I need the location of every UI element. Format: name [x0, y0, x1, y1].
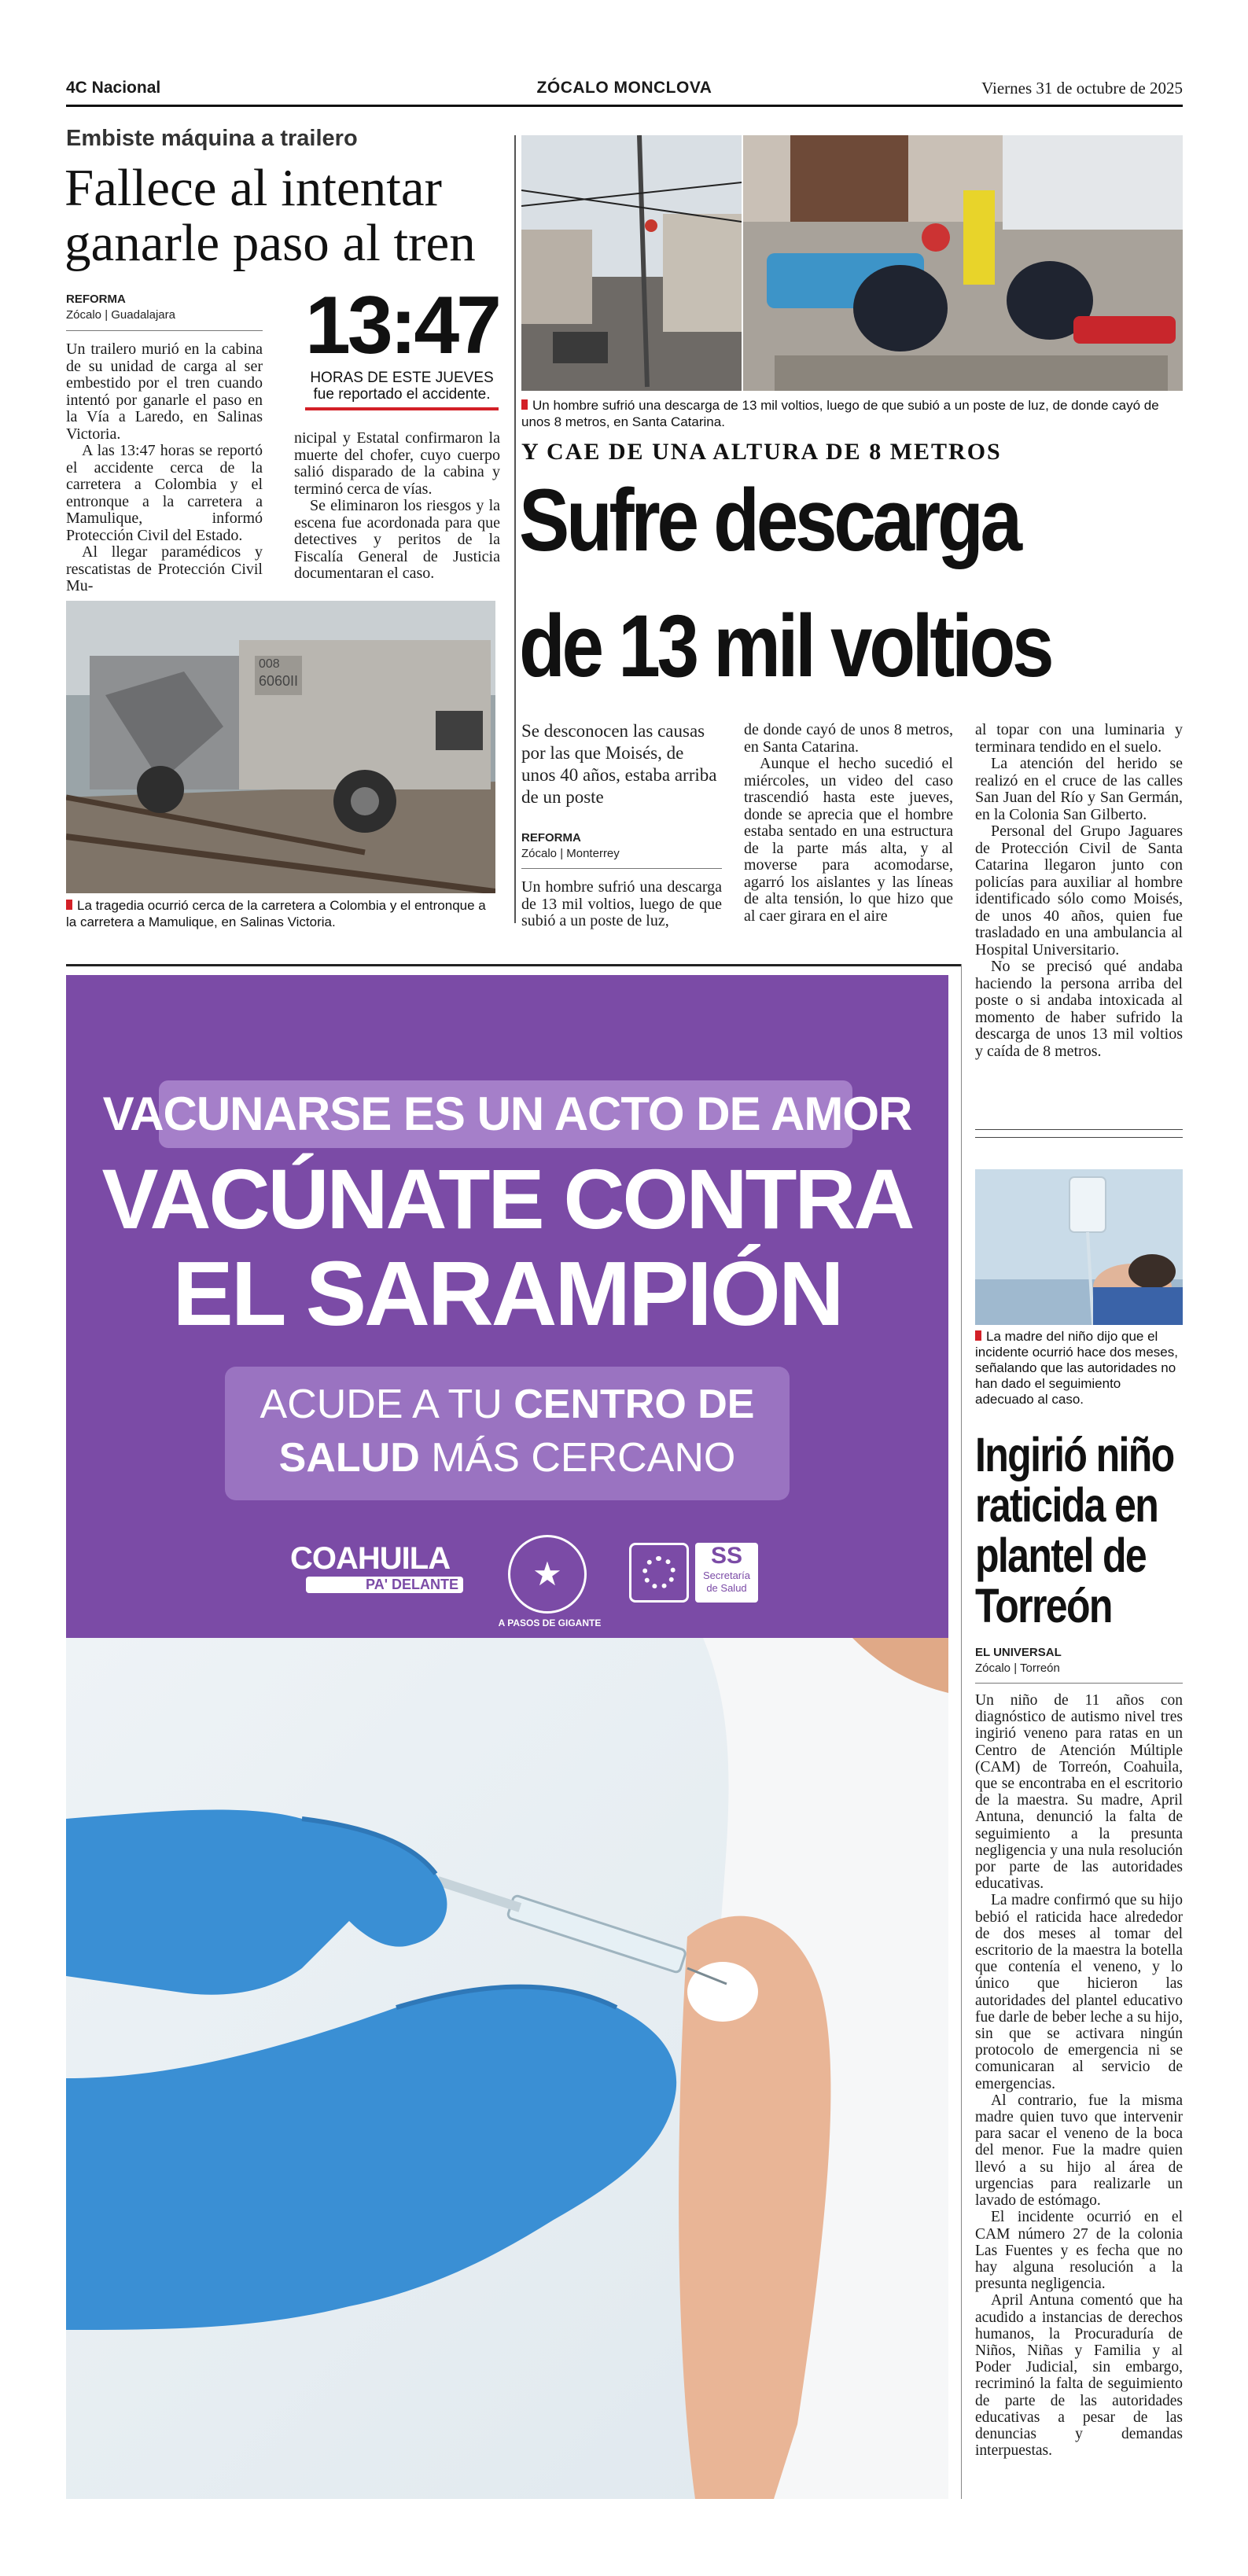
ad-cta-line1-b: CENTRO DE	[514, 1382, 755, 1427]
shock-body-col3	[975, 722, 1183, 1060]
svg-text:6060II: 6060II	[259, 673, 299, 689]
time-caption-line1: HORAS DE ESTE JUEVES	[310, 370, 494, 386]
train-headline	[64, 160, 521, 270]
shock-deck: Se desconocen las causas por las que Moisés, de unos 40 años, estaba arriba de un poste	[521, 721, 717, 807]
time-callout	[305, 280, 499, 403]
paramedics-photo	[743, 135, 1183, 391]
salud-box	[695, 1543, 758, 1603]
shock-photo-caption-text: Un hombre sufrió una descarga de 13 mil voltios, luego de que subió a un poste de luz, de donde cayó de unos 8 metros, en Santa Catarina.	[521, 398, 1159, 429]
train-byline-place: Zócalo | Guadalajara	[66, 308, 175, 322]
train-kicker: Embiste máquina a trailero	[66, 126, 358, 151]
shock-byline-rule	[521, 868, 722, 869]
issue-date: Viernes 31 de octubre de 2025	[981, 79, 1183, 98]
poison-paragraph: Al contrario, fue la misma madre quien tuvo que intervenir para sacar el veneno de la boca del menor. Fue la madre quien llevó a su hijo al área de urgencias para realizarle un lavado de estómago.	[975, 2092, 1183, 2210]
train-paragraph: Al llegar paramédicos y rescatistas de Protección Civil Mu-	[66, 543, 263, 594]
train-paragraph: A las 13:47 horas se reportó el accidente cerca de la carretera a Colombia y el entronque a la carretera a Mamulique, informó Protección Civil del Estado.	[66, 442, 263, 544]
shock-paragraph: Aunque el hecho sucedió el miércoles, un video del caso trascendió hasta este jueves, donde se aprecia que el hombre estaba sentado en una estructura de la parte más alta, y al moverse para acomodarse, agarró los aislantes y las líneas de alta tensión, lo que hizo que al caer girara en el aire	[744, 755, 953, 925]
coahuila-logo-sub: PA' DELANTE	[306, 1577, 463, 1593]
vaccine-ad-banner	[66, 975, 948, 1638]
shock-body-col1	[521, 879, 722, 930]
shock-paragraph: de donde cayó de unos 8 metros, en Santa Catarina.	[744, 721, 953, 756]
poison-headline-line: raticida en	[975, 1478, 1158, 1532]
train-byline-rule	[66, 330, 263, 331]
poison-headline-line: Ingirió niño	[975, 1428, 1174, 1481]
gigante-logo-text: A PASOS DE GIGANTE	[498, 1617, 602, 1628]
poison-paragraph: La madre confirmó que su hijo bebió el raticida hace alrededor de dos meses al tomar del escritorio de la maestra la botella que contenía el veneno, y lo único que hicieron las autoridades del plantel educativo fue darle de beber leche a su hijo, sin que se activara ningún protocolo de emergencia ni se comunicaran al servicio de emergencias.	[975, 1892, 1183, 2092]
ad-tagline: VACUNARSE ES UN ACTO DE AMOR	[102, 1087, 912, 1140]
ad-headline-line2: EL SARAMPIÓN	[172, 1242, 842, 1345]
shock-byline	[521, 830, 722, 862]
poison-headline	[975, 1430, 1183, 1631]
right-divider	[975, 1129, 1183, 1130]
column-rule-bottom	[961, 964, 962, 2499]
time-callout-rule	[305, 407, 499, 410]
shock-byline-source: REFORMA	[521, 831, 581, 845]
poison-byline	[975, 1645, 1183, 1676]
shock-paragraph: La atención del herido se realizó en el cruce de las calles San Juan del Río y San Germán, en la Colonia San Gilberto.	[975, 755, 1183, 823]
utility-pole-photo	[521, 135, 742, 391]
poison-photo-caption-text: La madre del niño dijo que el incidente ocurrió hace dos meses, señalando que las autoridades no han dado el seguimiento adecuado al caso.	[975, 1329, 1178, 1407]
shock-paragraph: Un hombre sufrió una descarga de 13 mil voltios, luego de que subió a un poste de luz,	[521, 878, 722, 929]
gigante-star-icon: ★	[532, 1555, 562, 1592]
time-value: 13:47	[305, 280, 499, 371]
coahuila-logo	[290, 1541, 479, 1604]
train-byline	[66, 292, 263, 323]
shock-headline-line2: de 13 mil voltios	[519, 597, 1051, 695]
svg-text:008: 008	[259, 657, 280, 671]
iv-drip-photo	[975, 1169, 1183, 1325]
poison-paragraph: April Antuna comentó que ha acudido a instancias de derechos humanos, la Procuraduría de Niños, Niñas y Familia y al Poder Judicial, sin embargo, recriminó la falta de seguimiento de parte de las autoridades educativas a pesar de las denuncias y demandas interpuestas.	[975, 2292, 1183, 2460]
ad-cta-line1-a: ACUDE A TU	[260, 1382, 514, 1427]
salud-line2: de Salud	[706, 1582, 747, 1594]
coahuila-logo-main: COAHUILA	[290, 1541, 451, 1576]
shock-byline-place: Zócalo | Monterrey	[521, 847, 620, 860]
ad-cta-line2-a: SALUD	[278, 1435, 420, 1481]
salud-pattern-icon	[629, 1543, 689, 1603]
train-body-col2	[294, 430, 500, 583]
train-paragraph: Se eliminaron los riesgos y la escena fue acordonada para que detectives y peritos de la Fiscalía General de Justicia documentaran el caso.	[294, 497, 500, 582]
train-photo-caption-text: La tragedia ocurrió cerca de la carretera a Colombia y el entronque a la carretera a Mamulique, en Salinas Victoria.	[66, 898, 486, 929]
salud-line1: Secretaría	[703, 1570, 750, 1581]
shock-kicker: Y CAE DE UNA ALTURA DE 8 METROS	[521, 439, 1002, 465]
poison-paragraph: Un niño de 11 años con diagnóstico de autismo nivel tres ingirió veneno para ratas en un Centro de Atención Múltiple (CAM) de Torreón, Coahuila, que se encontraba en el escritorio de la maestra. Su madre, April Antuna, denunció la falta de seguimiento a la presunta negligencia y una nula resolución por parte de las autoridades educativas.	[975, 1692, 1183, 1893]
poison-byline-place: Zócalo | Torreón	[975, 1662, 1060, 1675]
train-body-col1	[66, 341, 263, 595]
train-crash-photo	[66, 601, 495, 893]
right-divider	[975, 1137, 1183, 1138]
ad-headline-line1: VACÚNATE CONTRA	[101, 1151, 913, 1246]
poison-paragraph: El incidente ocurrió en el CAM número 27 de la colonia Las Fuentes y es fecha que no hay alguna resolución a la presunta negligencia.	[975, 2209, 1183, 2293]
time-caption-line2: fue reportado el accidente.	[313, 386, 491, 403]
ad-cta-line2	[66, 1434, 948, 1481]
shock-paragraph: No se precisó qué andaba haciendo la persona arriba del poste o si andaba intoxicada al momento de haber sufrido la descarga de unos 13 mil voltios y caída de 8 metros.	[975, 958, 1183, 1060]
poison-photo-caption	[975, 1329, 1183, 1408]
poison-byline-rule	[975, 1683, 1183, 1684]
salud-abbr: SS	[710, 1543, 743, 1569]
shock-paragraph: al topar con una luminaria y terminara tendido en el suelo.	[975, 721, 1183, 756]
newspaper-name: ZÓCALO MONCLOVA	[536, 79, 712, 97]
train-headline-line1: Fallece al intentar	[64, 159, 442, 217]
page-header	[66, 75, 1183, 107]
train-paragraph: nicipal y Estatal confirmaron la muerte del chofer, cuyo cuerpo salió disparado de la cabina y terminó cerca de vías.	[294, 429, 500, 498]
shock-photo-caption	[521, 397, 1183, 430]
section-label: 4C Nacional	[66, 79, 161, 97]
gigante-logo	[498, 1535, 602, 1628]
shock-paragraph: Personal del Grupo Jaguares de Protección Civil de Santa Catarina llegaron junto con policías para auxiliar al hombre identificado sólo como Moisés, de unos 40 años, quien fue trasladado en una ambulancia al Hospital Universitario.	[975, 822, 1183, 959]
poison-headline-line: plantel de	[975, 1529, 1147, 1582]
train-photo-caption	[66, 897, 497, 930]
shock-headline-line1: Sufre descarga	[519, 471, 1019, 569]
vaccination-photo	[66, 1638, 948, 2499]
shock-body-col2	[744, 722, 953, 925]
poison-headline-line: Torreón	[975, 1579, 1112, 1632]
train-byline-source: REFORMA	[66, 293, 126, 306]
caption-marker-icon	[975, 1330, 981, 1341]
ad-cta-line2-b: MÁS CERCANO	[419, 1435, 736, 1481]
ad-cta-line1	[66, 1381, 948, 1428]
secretaria-salud-logo	[629, 1543, 763, 1604]
train-paragraph: Un trailero murió en la cabina de su unidad de carga al ser embestido por el tren cuando intentó por ganarle el paso en la Vía a Laredo, en Salinas Victoria.	[66, 340, 263, 443]
caption-marker-icon	[521, 399, 528, 410]
poison-byline-source: EL UNIVERSAL	[975, 1646, 1062, 1659]
section-divider	[66, 964, 961, 966]
train-headline-line2: ganarle paso al tren	[64, 214, 476, 272]
caption-marker-icon	[66, 900, 72, 910]
poison-body	[975, 1692, 1183, 2459]
